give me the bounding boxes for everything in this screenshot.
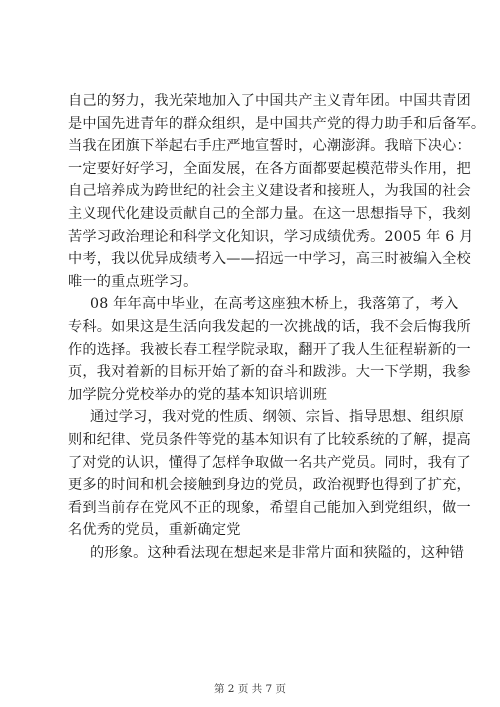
- text-line: 更多的时间和机会接触到身边的党员，政治视野也得到了扩充，: [68, 477, 471, 494]
- text-line: 看到当前存在党风不正的现象，希望自己能加入到党组织，做一: [68, 499, 471, 516]
- body-text: [68, 90, 486, 564]
- page-footer: 第 2 页 共 7 页: [213, 683, 287, 695]
- text-line: 主义现代化建设贡献自己的全部力量。在这一思想指导下，我刻: [68, 205, 471, 222]
- text-line: 页，我对着新的目标开始了新的奋斗和跋涉。大一下学期，我参: [68, 364, 471, 381]
- text-line: 专科。如果这是生活向我发起的一次挑战的话，我不会后悔我所: [68, 318, 471, 335]
- text-line: 自己培养成为跨世纪的社会主义建设者和接班人，为我国的社会: [68, 183, 471, 200]
- text-line: 的形象。这种看法现在想起来是非常片面和狭隘的，这种错: [90, 544, 465, 561]
- text-line: 则和纪律、党员条件等党的基本知识有了比较系统的了解，提高: [68, 431, 471, 448]
- text-line: 一定要好好学习，全面发展，在各方面都要起模范带头作用，把: [68, 160, 471, 177]
- text-line: 苦学习政治理论和科学文化知识，学习成绩优秀。2005 年 6 月: [68, 228, 474, 245]
- text-line: 了对党的认识，懂得了怎样争取做一名共产党员。同时，我有了: [68, 454, 471, 471]
- text-line: 名优秀的党员，重新确定党: [68, 522, 241, 539]
- text-line: 唯一的重点班学习。: [68, 273, 198, 290]
- text-line: 自己的努力，我光荣地加入了中国共产主义青年团。中国共青团: [68, 93, 471, 109]
- text-line: 通过学习，我对党的性质、纲领、宗旨、指导思想、组织原: [90, 409, 465, 426]
- text-line: 08 年年高中毕业，在高考这座独木桥上，我落第了，考入: [90, 296, 459, 313]
- text-line: 作的选择。我被长春工程学院录取，翻开了我人生征程崭新的一: [68, 341, 471, 358]
- text-line: 中考，我以优异成绩考入——招远一中学习，高三时被编入全校: [68, 251, 471, 268]
- text-line: 加学院分党校举办的党的基本知识培训班: [68, 386, 327, 403]
- text-line: 是中国先进青年的群众组织，是中国共产党的得力助手和后备军。: [68, 115, 486, 132]
- text-line: 当我在团旗下举起右手庄严地宣誓时，心潮澎湃。我暗下决心：: [68, 138, 471, 155]
